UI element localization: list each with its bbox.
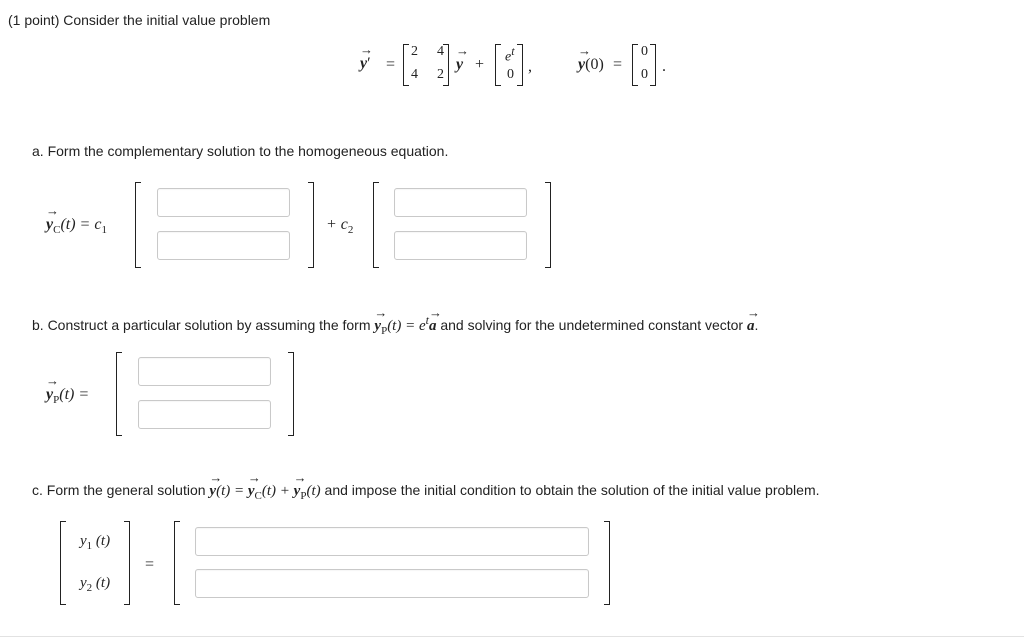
forcing-bottom: 0 <box>507 67 514 82</box>
matrix-a21: 4 <box>411 67 418 82</box>
problem-header: (1 point) Consider the initial value problem <box>8 12 271 28</box>
forcing-top: $e^t$ <box>505 44 515 65</box>
part-b-bottom-input[interactable] <box>138 400 271 429</box>
initial-period: . <box>662 58 666 75</box>
part-a-lhs: → $y_C(t) = c_1$ <box>46 203 107 237</box>
part-a-vec1-left-bracket <box>135 182 141 268</box>
equation-comma: , <box>528 58 532 75</box>
part-c-y2-input[interactable] <box>195 569 589 598</box>
part-a-vec1-top-input[interactable] <box>157 188 290 217</box>
part-a-vec2-left-bracket <box>373 182 379 268</box>
part-a-vec2-right-bracket <box>545 182 551 268</box>
matrix-left-bracket <box>403 44 409 86</box>
part-c-lhs-right-bracket <box>124 521 130 605</box>
part-b-prompt: b. Construct a particular solution by assuming the form → $y_P(t) = e^t$ → a and solving for the undetermined constant vector → a. <box>32 305 760 337</box>
initial-condition-lhs: → y(0) <box>578 43 604 73</box>
part-b-right-bracket <box>288 352 294 436</box>
matrix-right-bracket <box>443 44 449 86</box>
part-b-left-bracket <box>116 352 122 436</box>
part-b-lhs: → $y_P(t)$ = <box>46 373 90 407</box>
part-c-y1-label: $y_1$ (t) <box>80 533 111 552</box>
part-a-vec1-right-bracket <box>308 182 314 268</box>
equation-plus: + <box>475 56 485 73</box>
part-a-plus-c2: + $c_2$ <box>326 216 354 237</box>
part-c-lhs-left-bracket <box>60 521 66 605</box>
forcing-left-bracket <box>495 44 501 86</box>
initial-right-bracket <box>650 44 656 86</box>
initial-top: 0 <box>641 44 648 59</box>
part-c-rhs-right-bracket <box>604 521 610 605</box>
part-c-rhs-left-bracket <box>174 521 180 605</box>
initial-equals: = <box>613 56 623 73</box>
part-c-equals: = <box>145 556 155 573</box>
part-a-prompt: a. Form the complementary solution to the homogeneous equation. <box>32 143 449 159</box>
part-a-vec1-bottom-input[interactable] <box>157 231 290 260</box>
equation-y-vector: → y <box>456 43 469 73</box>
equation-equals: = <box>386 56 396 73</box>
vector-y-symbol: → y <box>360 42 373 72</box>
equation-y-prime: → y′ <box>360 42 373 72</box>
part-a-vec2-top-input[interactable] <box>394 188 527 217</box>
initial-bottom: 0 <box>641 67 648 82</box>
matrix-a12: 4 <box>437 44 444 59</box>
part-c-prompt: c. Form the general solution → y(t) = → $y_C(t)$ + → $y_P(t)$ and impose the initial condition to obtain the solution of the initial value problem. <box>32 470 820 502</box>
part-b-top-input[interactable] <box>138 357 271 386</box>
forcing-right-bracket <box>517 44 523 86</box>
initial-left-bracket <box>632 44 638 86</box>
matrix-a11: 2 <box>411 44 418 59</box>
part-c-y1-input[interactable] <box>195 527 589 556</box>
part-c-y2-label: $y_2$ (t) <box>80 575 111 594</box>
matrix-a22: 2 <box>437 67 444 82</box>
part-a-vec2-bottom-input[interactable] <box>394 231 527 260</box>
